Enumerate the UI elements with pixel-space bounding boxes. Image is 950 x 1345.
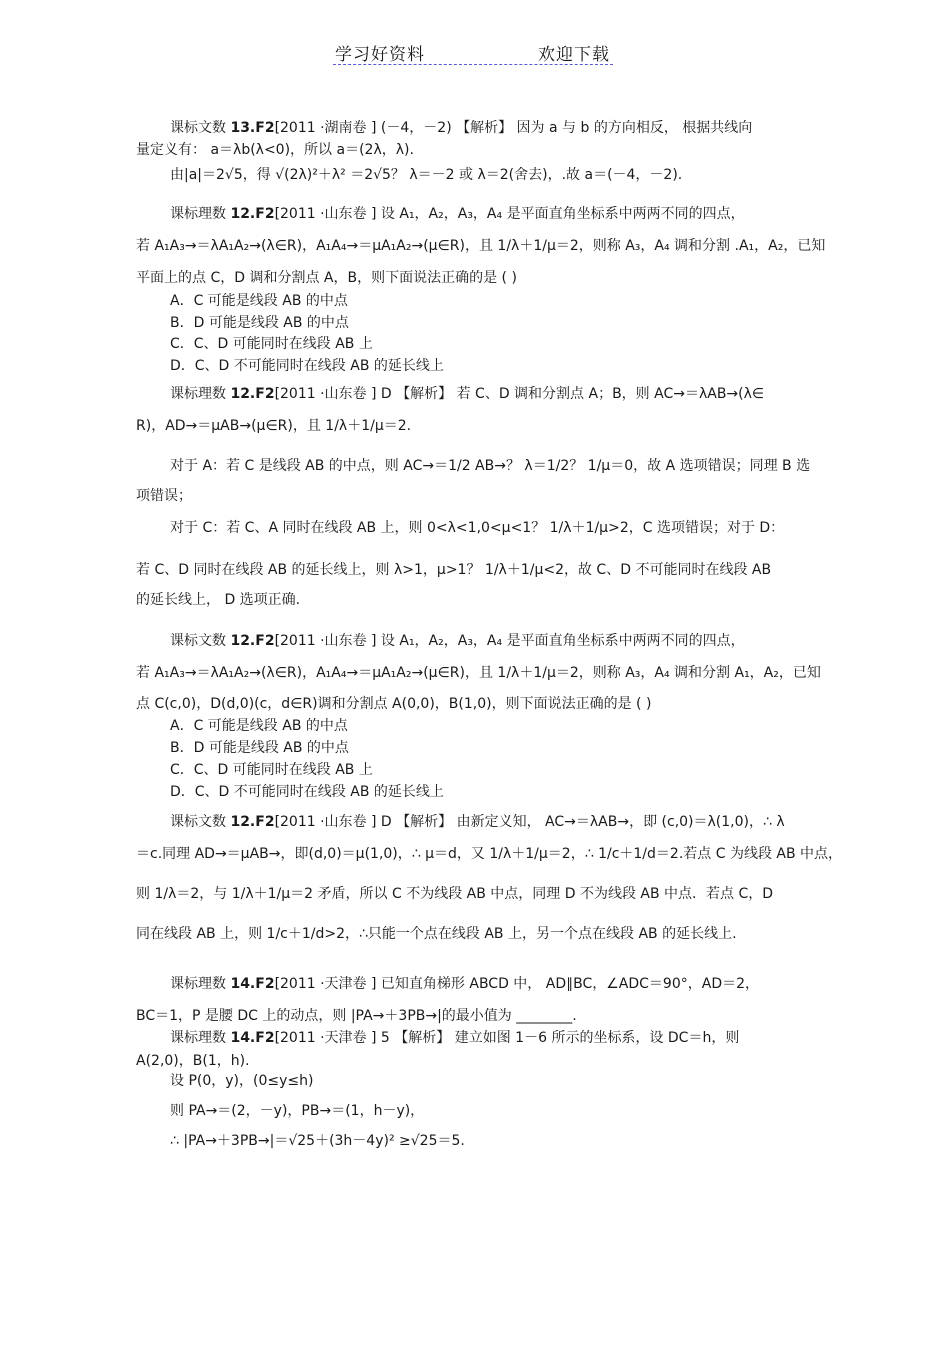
text-line xyxy=(170,120,752,136)
text-line xyxy=(170,386,764,402)
text-line xyxy=(136,665,821,681)
line-text: 则 1/λ＝2，与 1/λ＋1/μ＝2 矛盾，所以 C 不为线段 AB 中点，同理 D 不为线段 AB 中点．若点 C，D xyxy=(136,886,774,902)
question-tag: 12.F2 xyxy=(230,206,275,222)
question-tag: 13.F2 xyxy=(230,120,275,136)
source-label: 课标理数 xyxy=(170,1030,231,1046)
text-line xyxy=(170,1103,424,1119)
line-text: 点 C(c,0)，D(d,0)(c，d∈R)调和分割点 A(0,0)，B(1,0)，则下面说法正确的是 ( ) xyxy=(136,696,652,712)
line-text: [2011 ·山东卷 ] D 【解析】 若 C、D 调和分割点 A；B，则 AC→＝λAB→(λ∈ xyxy=(274,386,765,402)
header-left-text: 学习好资料 xyxy=(335,45,425,65)
line-text: 若 A₁A₃→＝λA₁A₂→(λ∈R)，A₁A₄→＝μA₁A₂→(μ∈R)，且 1/λ＋1/μ＝2，则称 A₃，A₄ 调和分割 .A₁，A₂，已知 xyxy=(136,238,826,254)
line-text: [2011 ·天津卷 ] 5 【解析】 建立如图 1－6 所示的坐标系，设 DC＝h，则 xyxy=(274,1030,740,1046)
text-line xyxy=(170,206,745,222)
question-tag: 12.F2 xyxy=(230,814,275,830)
question-tag: 12.F2 xyxy=(230,633,275,649)
text-line xyxy=(136,846,842,862)
line-text: A．C 可能是线段 AB 的中点 xyxy=(170,293,348,309)
line-text: A(2,0)，B(1，h). xyxy=(136,1053,250,1069)
line-text: C．C、D 可能同时在线段 AB 上 xyxy=(170,762,373,778)
line-text: R)，AD→＝μAB→(μ∈R)，且 1/λ＋1/μ＝2. xyxy=(136,418,412,434)
line-text: [2011 ·山东卷 ] 设 A₁，A₂，A₃，A₄ 是平面直角坐标系中两两不同的四点， xyxy=(274,206,745,222)
line-text: D．C、D 不可能同时在线段 AB 的延长线上 xyxy=(170,784,444,800)
line-text: D．C、D 不可能同时在线段 AB 的延长线上 xyxy=(170,358,444,374)
text-line xyxy=(136,238,825,254)
text-line xyxy=(170,293,348,309)
line-text: 同在线段 AB 上，则 1/c＋1/d>2，∴只能一个点在线段 AB 上，另一个点在线段 AB 的延长线上. xyxy=(136,926,737,942)
text-line xyxy=(170,1030,739,1046)
text-line xyxy=(136,696,651,712)
line-text: 若 A₁A₃→＝λA₁A₂→(λ∈R)，A₁A₄→＝μA₁A₂→(μ∈R)，且 1/λ＋1/μ＝2，则称 A₃，A₄ 调和分割 A₁，A₂，已知 xyxy=(136,665,821,681)
text-line xyxy=(136,886,773,902)
text-line xyxy=(170,1133,465,1149)
line-text: 若 C、D 同时在线段 AB 的延长线上，则 λ>1，μ>1？ 1/λ＋1/μ<2，故 C、D 不可能同时在线段 AB xyxy=(136,562,772,578)
text-line xyxy=(136,418,411,434)
line-text: B．D 可能是线段 AB 的中点 xyxy=(170,315,349,331)
source-label: 课标文数 xyxy=(170,120,231,136)
question-tag: 14.F2 xyxy=(230,976,275,992)
text-line xyxy=(170,718,348,734)
line-text: BC＝1，P 是腰 DC 上的动点，则 |PA→＋3PB→|的最小值为 ________. xyxy=(136,1008,577,1024)
question-tag: 12.F2 xyxy=(230,386,275,402)
text-line xyxy=(170,315,349,331)
text-line xyxy=(170,358,444,374)
line-text: [2011 ·湖南卷 ] (－4，－2) 【解析】 因为 a 与 b 的方向相反， 根据共线向 xyxy=(274,120,753,136)
text-line xyxy=(170,762,373,778)
line-text: 平面上的点 C，D 调和分割点 A，B，则下面说法正确的是 ( ) xyxy=(136,270,517,286)
text-line xyxy=(170,167,682,183)
line-text: 设 P(0，y)，(0≤y≤h) xyxy=(170,1073,314,1089)
text-line xyxy=(170,740,349,756)
source-label: 课标理数 xyxy=(170,386,231,402)
line-text: [2011 ·山东卷 ] D 【解析】 由新定义知， AC→＝λAB→，即 (c,0)＝λ(1,0)，∴ λ xyxy=(274,814,785,830)
text-line xyxy=(170,336,373,352)
line-text: 对于 C：若 C、A 同时在线段 AB 上，则 0<λ<1,0<μ<1？ 1/λ＋1/μ>2，C 选项错误；对于 D： xyxy=(170,520,785,536)
text-line xyxy=(136,488,192,504)
line-text: B．D 可能是线段 AB 的中点 xyxy=(170,740,349,756)
source-label: 课标文数 xyxy=(170,633,231,649)
text-line xyxy=(136,592,300,608)
text-line xyxy=(170,458,810,474)
line-text: 项错误； xyxy=(136,488,192,504)
line-text: [2011 ·山东卷 ] 设 A₁，A₂，A₃，A₄ 是平面直角坐标系中两两不同的四点， xyxy=(274,633,745,649)
text-line xyxy=(170,633,745,649)
text-line xyxy=(170,976,759,992)
text-line xyxy=(136,926,737,942)
text-line xyxy=(136,270,517,286)
text-line xyxy=(136,1008,577,1024)
text-line xyxy=(136,142,414,158)
line-text: ＝c.同理 AD→＝μAB→，即(d,0)＝μ(1,0)，∴ μ＝d，又 1/λ＋1/μ＝2，∴ 1/c＋1/d＝2.若点 C 为线段 AB 中点， xyxy=(136,846,843,862)
line-text: ∴ |PA→＋3PB→|＝√25＋(3h－4y)² ≥√25＝5. xyxy=(170,1133,465,1149)
line-text: 则 PA→＝(2，－y)，PB→＝(1，h－y)， xyxy=(170,1103,425,1119)
line-text: 由|a|＝2√5，得 √(2λ)²＋λ² ＝2√5？ λ＝－2 或 λ＝2(舍去)，.故 a＝(－4，－2). xyxy=(170,167,683,183)
text-line xyxy=(136,562,771,578)
line-text: A．C 可能是线段 AB 的中点 xyxy=(170,718,348,734)
line-text: C．C、D 可能同时在线段 AB 上 xyxy=(170,336,373,352)
line-text: 对于 A：若 C 是线段 AB 的中点，则 AC→＝1/2 AB→？ λ＝1/2？ 1/μ＝0，故 A 选项错误；同理 B 选 xyxy=(170,458,811,474)
text-line xyxy=(170,784,444,800)
text-line xyxy=(170,520,784,536)
text-line xyxy=(170,814,785,830)
source-label: 课标文数 xyxy=(170,814,231,830)
line-text: [2011 ·天津卷 ] 已知直角梯形 ABCD 中， AD∥BC，∠ADC＝90°，AD＝2， xyxy=(274,976,760,992)
header-right-text: 欢迎下载 xyxy=(538,45,610,65)
header-divider xyxy=(333,64,613,65)
source-label: 课标理数 xyxy=(170,976,231,992)
source-label: 课标理数 xyxy=(170,206,231,222)
line-text: 量定义有： a＝λb(λ<0)，所以 a＝(2λ，λ). xyxy=(136,142,414,158)
text-line xyxy=(170,1073,313,1089)
text-line xyxy=(136,1053,250,1069)
question-tag: 14.F2 xyxy=(230,1030,275,1046)
line-text: 的延长线上， D 选项正确. xyxy=(136,592,301,608)
